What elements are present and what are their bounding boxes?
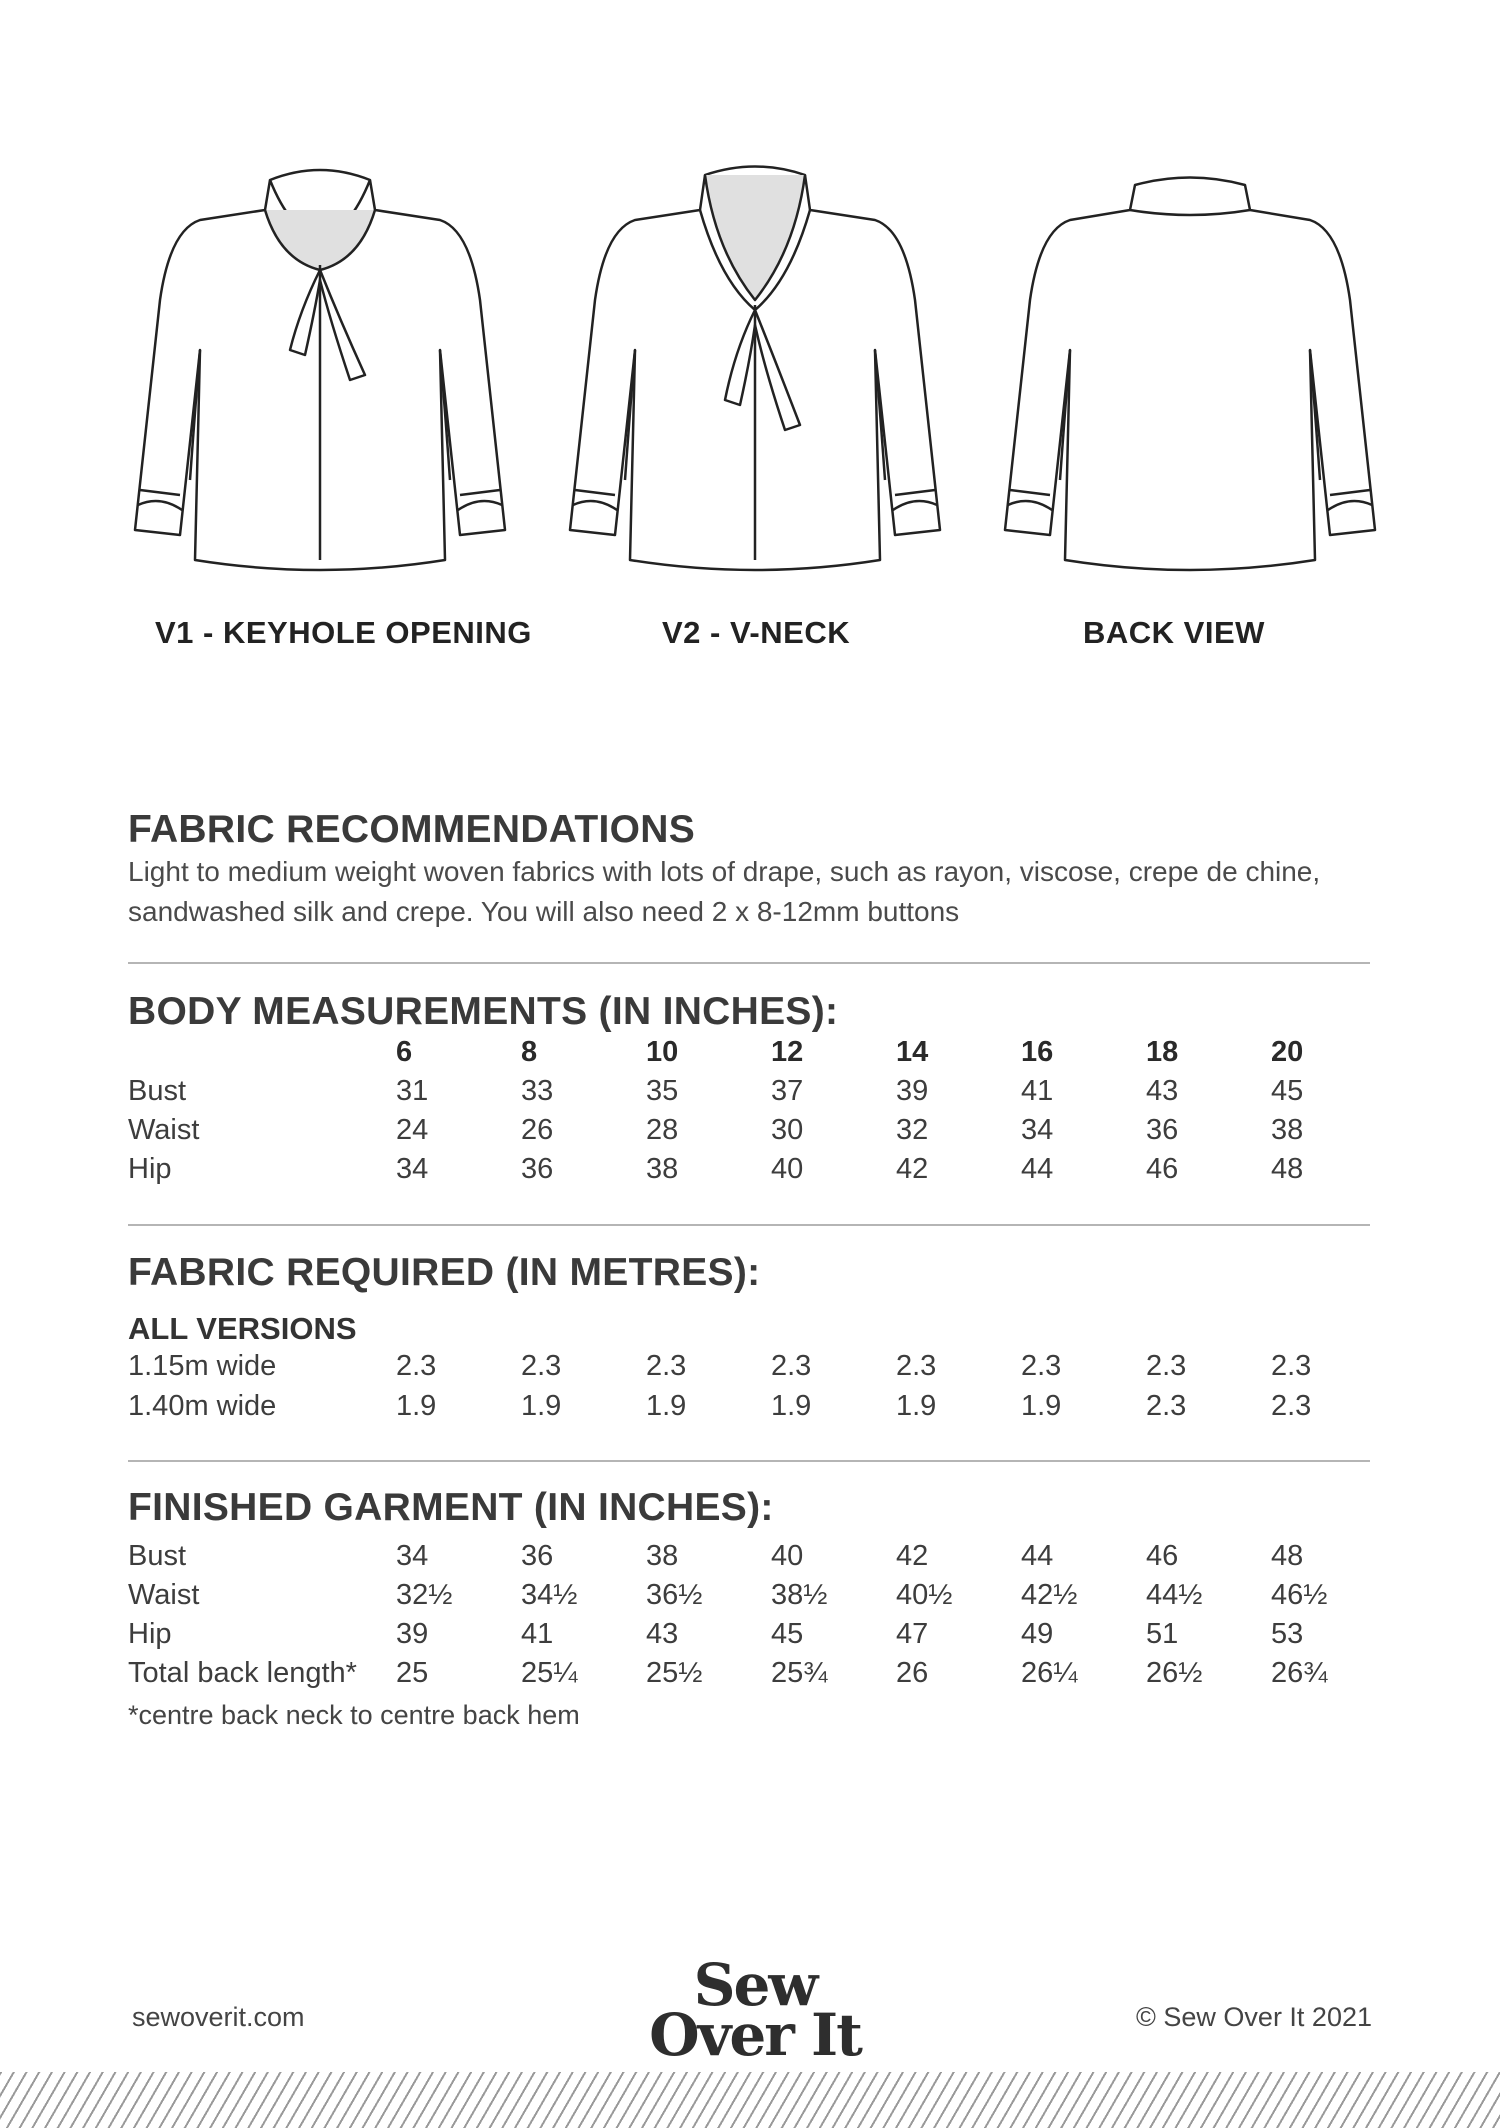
table-cell: 26 (896, 1657, 929, 1689)
hatched-border (0, 2072, 1500, 2128)
table-cell: 2.3 (1271, 1390, 1312, 1422)
table-cell: 43 (646, 1618, 679, 1650)
table-cell: 44 (1021, 1540, 1054, 1572)
table-cell: 40 (771, 1540, 804, 1572)
divider (128, 1460, 1370, 1462)
size-header-cell: 12 (771, 1036, 804, 1068)
table-cell: 30 (771, 1114, 804, 1146)
table-cell: 31 (396, 1075, 429, 1107)
size-header-cell: 20 (1271, 1036, 1304, 1068)
illustration-caption-back: BACK VIEW (1083, 615, 1265, 650)
table-cell: 1.9 (771, 1390, 812, 1422)
table-cell: 1.9 (396, 1390, 437, 1422)
row-label: 1.40m wide (128, 1390, 277, 1422)
fabric-recommendations-line-1: Light to medium weight woven fabrics with lots of drape, such as rayon, viscose, crepe de chine, (128, 856, 1321, 887)
table-cell: 46 (1146, 1540, 1179, 1572)
table-cell: 34 (1021, 1114, 1054, 1146)
table-cell: 34 (396, 1540, 429, 1572)
vneck-blouse-front-icon (555, 150, 955, 580)
table-cell: 2.3 (1146, 1390, 1187, 1422)
table-cell: 38½ (771, 1579, 828, 1611)
row-label: Bust (128, 1075, 187, 1107)
fabric-required-heading: FABRIC REQUIRED (IN METRES): (128, 1251, 761, 1294)
table-cell: 25½ (646, 1657, 703, 1689)
table-cell: 46½ (1271, 1579, 1328, 1611)
illustration-caption-v1: V1 - KEYHOLE OPENING (155, 615, 532, 650)
keyhole-blouse-front-icon (120, 150, 520, 580)
row-label: Hip (128, 1153, 172, 1185)
table-cell: 45 (771, 1618, 804, 1650)
size-header-cell: 18 (1146, 1036, 1179, 1068)
size-header-cell: 8 (521, 1036, 538, 1068)
table-cell: 1.9 (521, 1390, 562, 1422)
table-cell: 51 (1146, 1618, 1179, 1650)
table-cell: 37 (771, 1075, 804, 1107)
fabric-recommendations-heading: FABRIC RECOMMENDATIONS (128, 808, 696, 851)
table-cell: 2.3 (646, 1350, 687, 1382)
table-cell: 1.9 (646, 1390, 687, 1422)
table-cell: 38 (646, 1153, 679, 1185)
body-measurements-heading: BODY MEASUREMENTS (IN INCHES): (128, 990, 839, 1033)
table-cell: 32 (896, 1114, 929, 1146)
table-cell: 36 (521, 1540, 554, 1572)
table-cell: 44 (1021, 1153, 1054, 1185)
size-header-cell: 16 (1021, 1036, 1054, 1068)
table-cell: 2.3 (771, 1350, 812, 1382)
table-cell: 48 (1271, 1540, 1304, 1572)
brand-logo (630, 1951, 880, 2069)
table-cell: 26 (521, 1114, 554, 1146)
table-cell: 34 (396, 1153, 429, 1185)
website-link[interactable]: sewoverit.com (132, 2002, 305, 2032)
row-label: Waist (128, 1579, 200, 1611)
table-cell: 48 (1271, 1153, 1304, 1185)
blouse-back-icon (990, 150, 1390, 580)
table-cell: 34½ (521, 1579, 578, 1611)
table-cell: 49 (1021, 1618, 1054, 1650)
table-cell: 2.3 (1021, 1350, 1062, 1382)
table-cell: 42½ (1021, 1579, 1078, 1611)
copyright-text: © Sew Over It 2021 (1136, 2002, 1372, 2032)
table-cell: 36½ (646, 1579, 703, 1611)
table-cell: 1.9 (1021, 1390, 1062, 1422)
table-cell: 47 (896, 1618, 929, 1650)
table-cell: 32½ (396, 1579, 453, 1611)
table-cell: 41 (521, 1618, 554, 1650)
table-cell: 33 (521, 1075, 554, 1107)
fabric-recommendations-line-2: sandwashed silk and crepe. You will also need 2 x 8-12mm buttons (128, 896, 960, 927)
row-label: Total back length* (128, 1657, 357, 1689)
table-cell: 42 (896, 1540, 929, 1572)
table-cell: 26¼ (1021, 1657, 1078, 1689)
table-cell: 25¼ (521, 1657, 578, 1689)
row-label: Waist (128, 1114, 200, 1146)
size-header-cell: 14 (896, 1036, 929, 1068)
table-cell: 38 (646, 1540, 679, 1572)
table-cell: 39 (896, 1075, 929, 1107)
table-cell: 2.3 (396, 1350, 437, 1382)
size-header-cell: 10 (646, 1036, 679, 1068)
table-cell: 41 (1021, 1075, 1054, 1107)
table-cell: 40 (771, 1153, 804, 1185)
table-cell: 42 (896, 1153, 929, 1185)
illustration-caption-v2: V2 - V-NECK (662, 615, 851, 650)
table-cell: 40½ (896, 1579, 953, 1611)
table-cell: 35 (646, 1075, 679, 1107)
table-cell: 36 (1146, 1114, 1179, 1146)
table-cell: 26¾ (1271, 1657, 1328, 1689)
table-cell: 53 (1271, 1618, 1304, 1650)
table-cell: 2.3 (1271, 1350, 1312, 1382)
table-cell: 2.3 (521, 1350, 562, 1382)
table-cell: 43 (1146, 1075, 1179, 1107)
table-cell: 1.9 (896, 1390, 937, 1422)
divider (128, 962, 1370, 964)
footnote: *centre back neck to centre back hem (128, 1700, 580, 1730)
table-cell: 25 (396, 1657, 429, 1689)
table-cell: 36 (521, 1153, 554, 1185)
finished-garment-heading: FINISHED GARMENT (IN INCHES): (128, 1486, 774, 1529)
table-cell: 44½ (1146, 1579, 1203, 1611)
table-cell: 46 (1146, 1153, 1179, 1185)
table-cell: 45 (1271, 1075, 1304, 1107)
logo-line-1: Sew (693, 1951, 817, 2019)
table-cell: 25¾ (771, 1657, 828, 1689)
size-header-cell: 6 (396, 1036, 413, 1068)
fabric-recommendations-text (128, 852, 1368, 932)
row-label: Bust (128, 1540, 187, 1572)
table-cell: 38 (1271, 1114, 1304, 1146)
logo-line-2: Over It (649, 2001, 861, 2069)
table-cell: 28 (646, 1114, 679, 1146)
table-cell: 24 (396, 1114, 429, 1146)
table-cell: 2.3 (1146, 1350, 1187, 1382)
row-label: 1.15m wide (128, 1350, 277, 1382)
row-label: Hip (128, 1618, 172, 1650)
table-cell: 26½ (1146, 1657, 1203, 1689)
table-cell: 39 (396, 1618, 429, 1650)
table-cell: 2.3 (896, 1350, 937, 1382)
all-versions-subheading: ALL VERSIONS (128, 1311, 357, 1346)
divider (128, 1224, 1370, 1226)
